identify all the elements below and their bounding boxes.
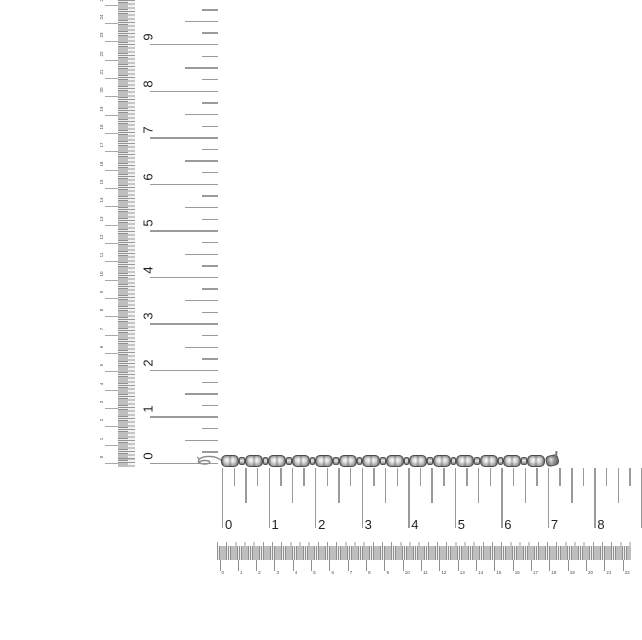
cm-tick: [458, 560, 459, 571]
cm-number: 22: [624, 570, 630, 575]
inch-number: 8: [597, 517, 605, 532]
quarter-inch-tick: [202, 102, 218, 103]
cm-number: 2: [258, 570, 261, 575]
inch-tick: [222, 468, 223, 528]
cm-tick: [513, 560, 514, 571]
cm-number: 19: [98, 106, 104, 112]
inch-number: 5: [457, 517, 465, 532]
cm-tick: [439, 560, 440, 571]
half-inch-tick: [185, 347, 218, 348]
cm-tick: [476, 560, 477, 571]
quarter-inch-tick: [202, 265, 218, 266]
half-inch-tick: [185, 254, 218, 255]
quarter-inch-tick: [202, 358, 218, 359]
inch-tick: [150, 323, 218, 324]
cm-tick: [586, 560, 587, 571]
bracelet-link: [245, 455, 263, 467]
cm-tick: [604, 560, 605, 571]
bracelet-links: [221, 455, 559, 467]
half-inch-tick: [525, 468, 526, 503]
quarter-inch-tick: [202, 9, 218, 10]
cm-tick: [293, 560, 294, 571]
cm-number: 9: [98, 290, 104, 294]
bracelet-connector: [333, 457, 339, 465]
bracelet-end-link: [544, 453, 559, 467]
bracelet-link: [221, 455, 239, 467]
bracelet-link: [527, 455, 545, 467]
inch-tick: [594, 468, 595, 528]
cm-tick: [549, 560, 550, 571]
inch-tick: [455, 468, 456, 528]
cm-number: 23: [98, 32, 104, 38]
inch-number: 1: [140, 405, 156, 414]
bracelet-link: [386, 455, 404, 467]
inch-number: 6: [504, 517, 512, 532]
quarter-inch-tick: [202, 56, 218, 57]
inch-tick: [501, 468, 502, 528]
cm-number: 5: [313, 570, 316, 575]
cm-number: 4: [98, 382, 104, 385]
inch-number: 2: [318, 517, 326, 532]
clasp-wire-icon: [195, 451, 223, 471]
cm-number: 11: [98, 253, 104, 258]
inch-tick: [362, 468, 363, 528]
bracelet-link: [433, 455, 451, 467]
cm-tick: [366, 560, 367, 571]
inch-number: 1: [271, 517, 279, 532]
inch-tick: [150, 184, 218, 185]
cm-number: 10: [98, 271, 104, 277]
inch-tick: [315, 468, 316, 528]
bracelet-link: [268, 455, 286, 467]
cm-number: 20: [588, 570, 594, 575]
inch-tick: [150, 44, 218, 45]
inch-number: 9: [140, 33, 156, 41]
mm-scale-strip: [217, 546, 631, 560]
cm-number: 2: [98, 419, 104, 422]
quarter-inch-tick: [202, 242, 218, 243]
inch-number: 3: [364, 517, 372, 532]
cm-number: 17: [533, 570, 539, 575]
bracelet-link: [339, 455, 357, 467]
cm-tick: [623, 560, 624, 571]
inch-tick: [150, 137, 218, 138]
quarter-inch-tick: [202, 382, 218, 383]
bracelet-link: [503, 455, 521, 467]
inch-number: 5: [140, 219, 156, 227]
cm-number: 21: [606, 570, 612, 575]
cm-number: 12: [441, 570, 447, 575]
half-inch-tick: [385, 468, 386, 503]
cm-number: 15: [98, 179, 104, 185]
bracelet-connector: [427, 457, 433, 465]
cm-number: 4: [294, 570, 298, 575]
quarter-inch-tick: [202, 405, 218, 406]
cm-tick: [403, 560, 404, 571]
inch-tick: [269, 468, 270, 528]
quarter-inch-tick: [202, 195, 218, 196]
half-inch-tick: [185, 440, 218, 441]
cm-tick: [329, 560, 330, 571]
cm-tick: [238, 560, 239, 571]
cm-number: 12: [98, 234, 104, 240]
cm-number: 5: [98, 364, 104, 367]
quarter-inch-tick: [202, 288, 218, 289]
inch-number: 0: [225, 517, 233, 532]
quarter-inch-tick: [202, 79, 218, 80]
cm-number: 15: [496, 570, 502, 575]
cm-number: 18: [98, 124, 104, 130]
inch-number: 4: [411, 517, 419, 532]
quarter-inch-tick: [202, 312, 218, 313]
half-inch-tick: [185, 160, 218, 161]
cm-number: 6: [98, 345, 104, 349]
bracelet: [195, 450, 570, 472]
half-inch-tick: [618, 468, 619, 503]
bracelet-link: [292, 455, 310, 467]
quarter-inch-tick: [202, 149, 218, 150]
half-inch-tick: [478, 468, 479, 503]
quarter-inch-tick: [202, 428, 218, 429]
half-inch-tick: [185, 300, 218, 301]
cm-number: 1: [98, 437, 104, 440]
cm-number: 18: [551, 570, 557, 575]
bracelet-link: [456, 455, 474, 467]
inch-number: 6: [140, 173, 156, 181]
half-inch-tick: [185, 21, 218, 22]
cm-tick: [494, 560, 495, 571]
cm-tick: [421, 560, 422, 571]
inch-tick: [548, 468, 549, 528]
half-inch-tick: [292, 468, 293, 503]
cm-tick: [568, 560, 569, 571]
quarter-inch-tick: [606, 468, 607, 486]
bracelet-connector: [380, 457, 386, 465]
quarter-inch-tick: [202, 126, 218, 127]
cm-number: 3: [98, 400, 104, 404]
inch-number: 7: [140, 126, 156, 134]
bracelet-link: [480, 455, 498, 467]
inch-tick: [408, 468, 409, 528]
half-inch-tick: [185, 114, 218, 115]
cm-number: 10: [404, 570, 410, 575]
quarter-inch-tick: [202, 172, 218, 173]
cm-number: 13: [98, 216, 104, 222]
cm-number: 22: [98, 51, 104, 57]
cm-number: 16: [98, 161, 104, 167]
cm-number: 21: [98, 69, 104, 75]
inch-number: 8: [140, 79, 156, 88]
cm-number: 8: [368, 570, 371, 575]
cm-number: 3: [276, 570, 279, 575]
cm-number: 24: [98, 14, 104, 20]
half-inch-tick: [185, 393, 218, 394]
inch-tick: [150, 277, 218, 278]
cm-tick: [220, 560, 221, 571]
inch-number: 3: [140, 312, 156, 320]
cm-number: 7: [98, 327, 104, 330]
cm-number: 20: [98, 87, 104, 93]
cm-number: 13: [459, 570, 465, 575]
cm-tick: [256, 560, 257, 571]
cm-number: 9: [386, 570, 389, 575]
cm-number: 16: [514, 570, 520, 575]
bracelet-connector: [521, 457, 527, 465]
bracelet-connector: [474, 457, 480, 465]
cm-number: 19: [569, 570, 575, 575]
inch-number: 7: [550, 517, 559, 532]
cm-number: 14: [478, 570, 484, 575]
cm-number: 8: [98, 309, 104, 312]
half-mm-scale-strip: [128, 0, 135, 467]
inch-number: 2: [140, 359, 156, 367]
half-inch-tick: [245, 468, 246, 503]
cm-tick: [348, 560, 349, 571]
cm-tick: [274, 560, 275, 571]
half-inch-tick: [571, 468, 572, 503]
bracelet-link: [315, 455, 333, 467]
inch-tick: [150, 416, 218, 417]
cm-number: 0: [221, 570, 225, 575]
cm-number: 1: [239, 570, 243, 575]
quarter-inch-tick: [629, 468, 630, 486]
bracelet-connector: [239, 457, 245, 465]
half-inch-tick: [431, 468, 432, 503]
inch-number: 4: [140, 266, 156, 274]
bracelet-connector: [286, 457, 292, 465]
cm-number: 0: [98, 455, 104, 459]
cm-number: 17: [98, 142, 104, 148]
cm-number: 14: [98, 197, 104, 203]
bracelet-link: [409, 455, 427, 467]
cm-tick: [384, 560, 385, 571]
half-inch-tick: [185, 67, 218, 68]
mm-scale-strip: [118, 0, 128, 467]
inch-tick: [150, 370, 218, 371]
quarter-inch-tick: [583, 468, 584, 486]
cm-number: 11: [423, 570, 428, 575]
inch-tick: [150, 91, 218, 92]
quarter-inch-tick: [202, 335, 218, 336]
cm-number: 6: [331, 570, 334, 575]
bracelet-link: [362, 455, 380, 467]
inch-number: 0: [140, 452, 156, 460]
half-inch-tick: [185, 207, 218, 208]
cm-tick: [531, 560, 532, 571]
cm-tick: [311, 560, 312, 571]
inch-tick: [150, 230, 218, 231]
quarter-inch-tick: [202, 32, 218, 33]
quarter-inch-tick: [202, 219, 218, 220]
cm-number: 7: [349, 570, 353, 575]
cm-number: [100, 0, 105, 1]
half-inch-tick: [338, 468, 339, 503]
